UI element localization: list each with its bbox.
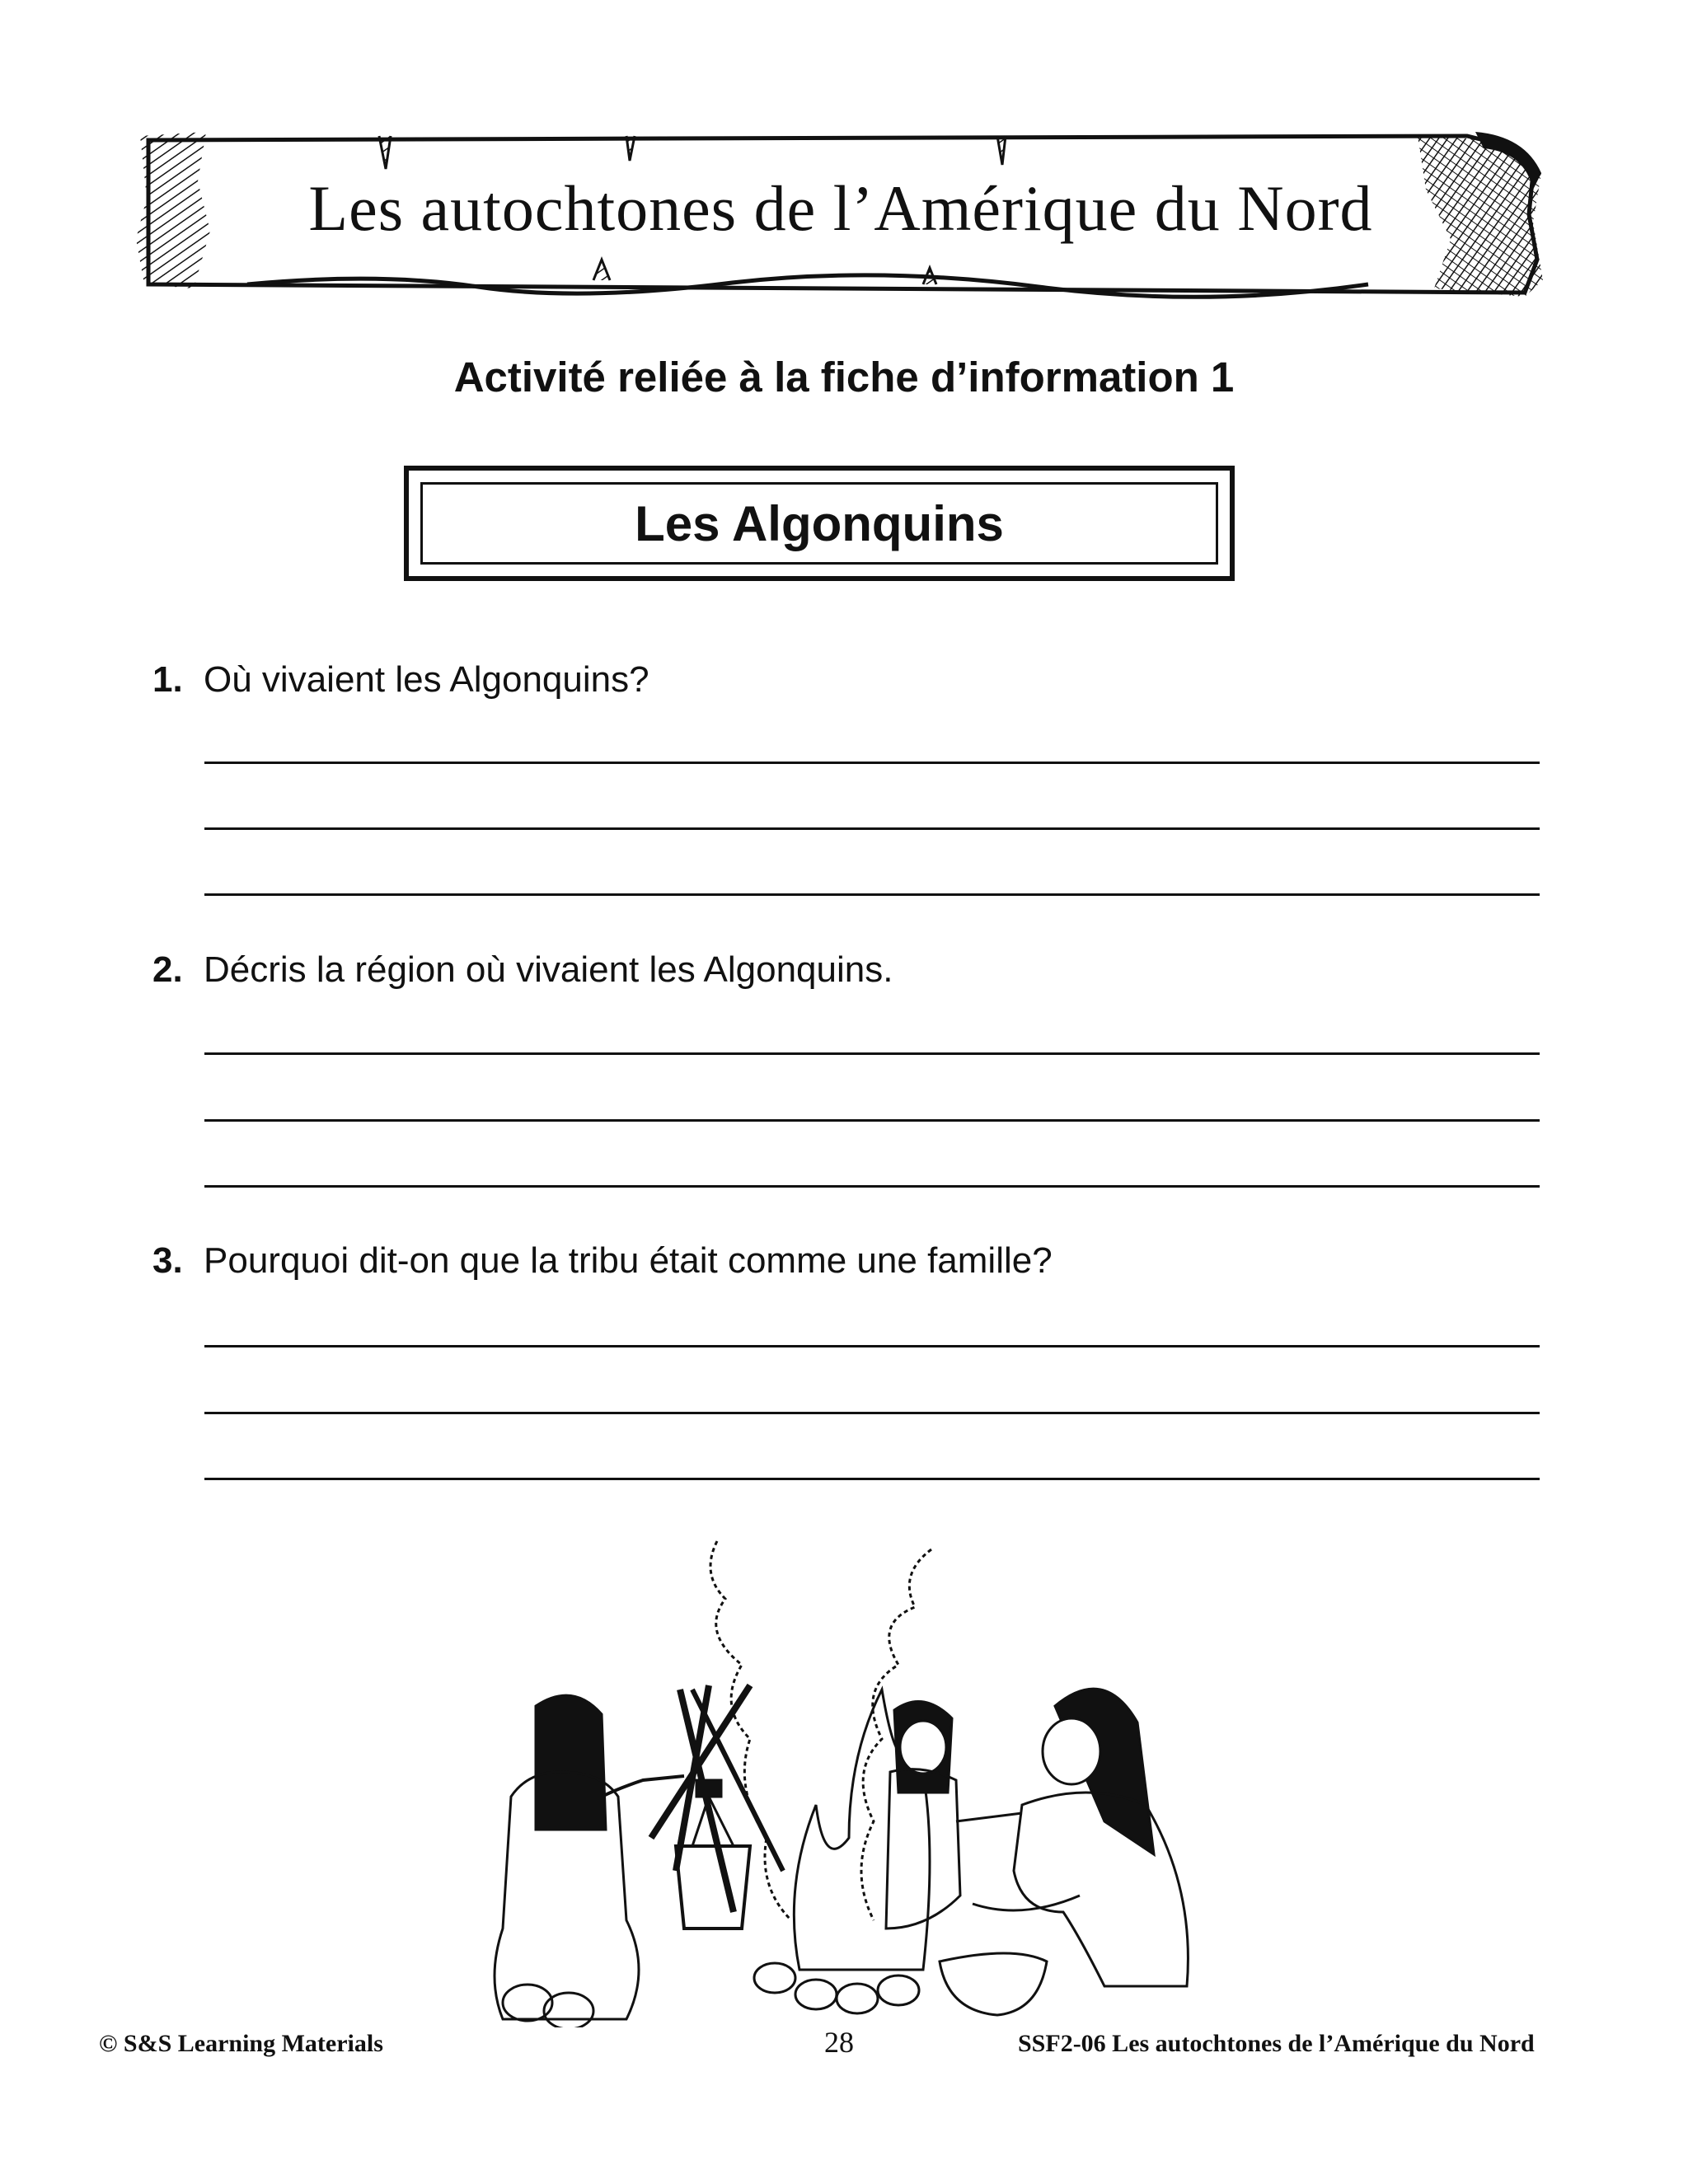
question-text: Décris la région où vivaient les Algonquins.	[204, 949, 893, 990]
answer-line-1c[interactable]	[204, 893, 1540, 896]
answer-line-1a[interactable]	[204, 762, 1540, 764]
answer-line-3a[interactable]	[204, 1345, 1540, 1347]
section-title-box	[404, 466, 1235, 581]
question-text: Pourquoi dit-on que la tribu était comme une famille?	[204, 1240, 1053, 1281]
footer-copyright: © S&S Learning Materials	[99, 2030, 383, 2057]
section-title: Les Algonquins	[420, 482, 1218, 565]
question-2	[152, 949, 893, 991]
question-number: 3.	[152, 1240, 183, 1281]
activity-subtitle: Activité reliée à la fiche d’information 1	[453, 354, 1235, 401]
banner-title: Les autochtones de l’Amérique du Nord	[308, 172, 1373, 244]
question-3	[152, 1240, 1053, 1282]
answer-line-3b[interactable]	[204, 1412, 1540, 1414]
question-1	[152, 659, 649, 701]
question-text: Où vivaient les Algonquins?	[204, 659, 649, 700]
answer-line-2c[interactable]	[204, 1185, 1540, 1188]
page-number: 28	[824, 2026, 854, 2059]
question-number: 1.	[152, 659, 183, 700]
answer-line-2a[interactable]	[204, 1052, 1540, 1055]
footer-product-code: SSF2-06 Les autochtones de l’Amérique du Nord	[1018, 2030, 1535, 2057]
campfire-illustration	[445, 1508, 1269, 2027]
answer-line-3c[interactable]	[204, 1478, 1540, 1480]
title-banner	[132, 115, 1550, 301]
question-number: 2.	[152, 949, 183, 990]
answer-line-2b[interactable]	[204, 1119, 1540, 1122]
campfire-family-icon	[445, 1508, 1269, 2027]
answer-line-1b[interactable]	[204, 827, 1540, 830]
